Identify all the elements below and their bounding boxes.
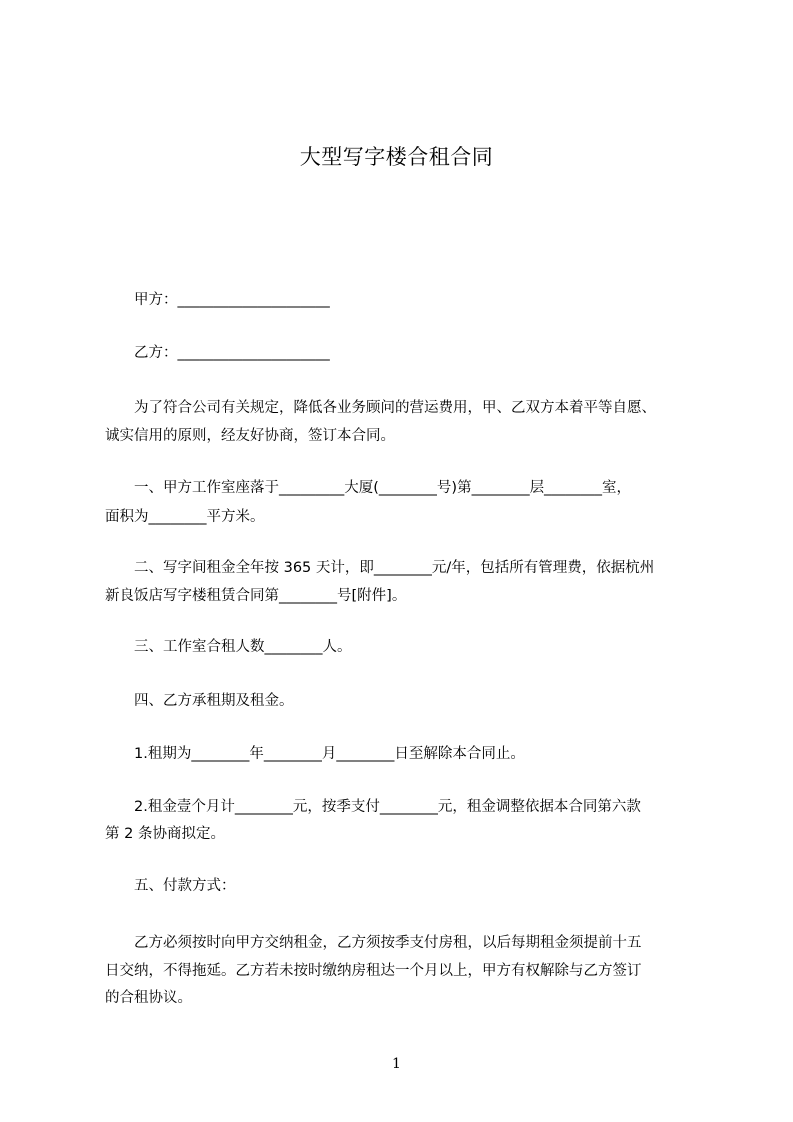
intro-line-1: 为了符合公司有关规定，降低各业务顾问的营运费用，甲、乙双方本着平等自愿、 xyxy=(105,400,656,416)
clause-5-body-line-1: 乙方必须按时向甲方交纳租金，乙方须按季支付房租，以后每期租金须提前十五 xyxy=(105,935,642,951)
clause-5-body-line-3: 的合租协议。 xyxy=(105,990,192,1006)
clause-4-item-1: 1.租期为________年________月________日至解除本合同止。 xyxy=(105,746,525,762)
party-b-line: 乙方：_____________________ xyxy=(105,345,330,361)
clause-5-line: 五、付款方式： xyxy=(105,878,236,894)
party-a-line: 甲方：_____________________ xyxy=(105,292,330,308)
clause-1-line-2: 面积为________平方米。 xyxy=(105,509,265,525)
clause-2-line-2: 新良饭店写字楼租赁合同第________号[附件]。 xyxy=(105,588,407,604)
clause-1-line-1: 一、甲方工作室座落于_________大厦(________号)第________层________室， xyxy=(105,480,632,496)
intro-line-2: 诚实信用的原则，经友好协商，签订本合同。 xyxy=(105,428,395,444)
clause-5-body-line-2: 日交纳，不得拖延。乙方若未按时缴纳房租达一个月以上，甲方有权解除与乙方签订 xyxy=(105,963,642,979)
clause-4-line: 四、乙方承租期及租金。 xyxy=(105,693,294,709)
clause-4-item-2-line-2: 第 2 条协商拟定。 xyxy=(105,826,225,842)
document-title: 大型写字楼合租合同 xyxy=(299,145,494,169)
clause-4-item-2-line-1: 2.租金壹个月计________元，按季支付________元，租金调整依据本合同第六款 xyxy=(105,799,641,815)
clause-3-line: 三、工作室合租人数________人。 xyxy=(105,639,352,655)
page-number: 1 xyxy=(392,1056,401,1072)
clause-2-line-1: 二、写字间租金全年按 365 天计，即________元/年，包括所有管理费，依据杭州 xyxy=(105,560,655,576)
